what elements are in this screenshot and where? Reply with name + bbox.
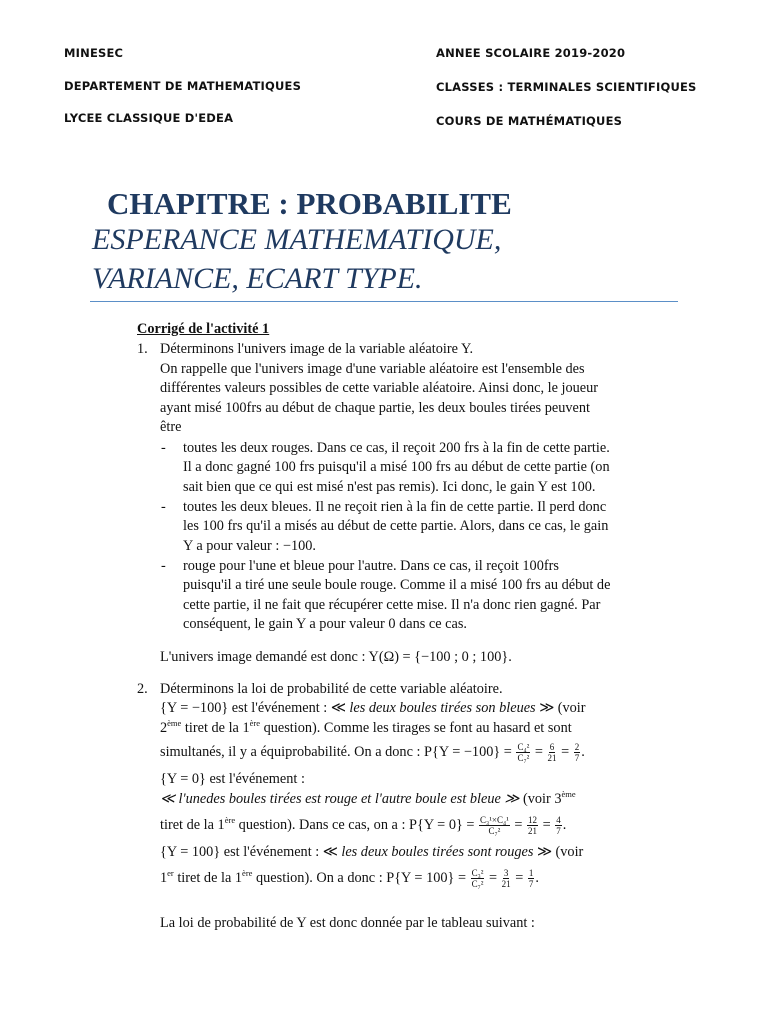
event2-probability: tiret de la 1ère question). Dans ce cas, on a : P{Y = 0} = $\frac{\text{C₃¹×C₄¹}}{\text{C₇²}}$ = $\frac{12}{21}$ = $\frac{4}{7}$ . xyxy=(160,815,567,836)
event3-line-1: {Y = 100} est l'événement : ≪ les deux boules tirées sont rouges ≫ (voir xyxy=(160,844,584,860)
event2-line-2: ≪ l'unedes boules tirées est rouge et l'autre boule est bleue ≫ (voir 3ème xyxy=(160,789,576,807)
fraction: $\frac{1}{7}$ xyxy=(528,868,534,889)
event2-line-1: {Y = 0} est l'événement : xyxy=(160,771,305,787)
bullet-dash: - xyxy=(161,558,166,574)
fraction: $\frac{2}{7}$ xyxy=(574,742,580,763)
fraction: $\frac{3}{21}$ xyxy=(501,868,511,889)
bullet2-line: les 100 frs qu'il a misés au début de cette partie. Alors, dans ce cas, le gain xyxy=(183,518,609,534)
event3-probability: 1er tiret de la 1ère question). On a donc : P{Y = 100} = $\frac{\text{C₃²}}{\text{C₇²}}$ = $\frac{3}{21}$ = $\frac{1}{7}$ . xyxy=(160,868,539,889)
bullet2-line: toutes les deux bleues. Il ne reçoit rien à la fin de cette partie. Il perd donc xyxy=(183,499,607,515)
bullet1-line: sait bien que ce qui est misé n'est pas remis). Ici donc, le gain Y est 100. xyxy=(183,479,596,495)
bullet1-line: toutes les deux rouges. Dans ce cas, il reçoit 200 frs à la fin de cette partie. xyxy=(183,440,610,456)
fraction: $\frac{\text{C₃¹×C₄¹}}{\text{C₇²}}$ xyxy=(480,815,509,836)
q1-para-line: être xyxy=(160,419,182,435)
subtitle-line-2: VARIANCE, ECART TYPE. xyxy=(92,262,423,295)
title-divider xyxy=(90,301,678,302)
event1-line-2: 2ème tiret de la 1ère question). Comme les tirages se font au hasard et sont xyxy=(160,718,572,736)
chapter-title: CHAPITRE : PROBABILITE xyxy=(107,186,512,221)
header-right-line-2: CLASSES : TERMINALES SCIENTIFIQUES xyxy=(436,80,697,94)
event1-probability: simultanés, il y a équiprobabilité. On a donc : P{Y = −100} = $\frac{\text{C₄²}}{\text{C₇²}}$ = $\frac{6}{21}$ = $\frac{2}{7}$ . xyxy=(160,742,585,763)
universe-statement: L'univers image demandé est donc : Y(Ω) = {−100 ; 0 ; 100}. xyxy=(160,649,512,665)
fraction: $\frac{6}{21}$ xyxy=(547,742,557,763)
fraction: $\frac{4}{7}$ xyxy=(556,815,561,836)
bullet3-line: conséquent, le gain Y a pour valeur 0 dans ce cas. xyxy=(183,616,467,632)
q1-heading: Déterminons l'univers image de la variable aléatoire Y. xyxy=(160,341,474,357)
fraction: $\frac{\text{C₃²}}{\text{C₇²}}$ xyxy=(471,868,484,889)
q2-heading: Déterminons la loi de probabilité de cette variable aléatoire. xyxy=(160,681,503,697)
header-left-line-2: DEPARTEMENT DE MATHEMATIQUES xyxy=(64,79,302,93)
q1-para-line: On rappelle que l'univers image d'une variable aléatoire est l'ensemble des xyxy=(160,361,585,377)
q1-para-line: différentes valeurs possibles de cette variable aléatoire. Ainsi donc, le joueur xyxy=(160,380,599,396)
header-right-line-3: COURS DE MATHÉMATIQUES xyxy=(436,114,623,128)
bullet3-line: rouge pour l'une et bleue pour l'autre. Dans ce cas, il reçoit 100frs xyxy=(183,558,559,574)
activity-title: Corrigé de l'activité 1 xyxy=(137,321,270,337)
q1-para-line: ayant misé 100frs au début de chaque partie, les deux boules tirées peuvent xyxy=(160,400,590,416)
bullet3-line: cette partie, il ne fait que récupérer cette mise. Il n'a donc rien gagné. Par xyxy=(183,597,601,613)
conclusion-text: La loi de probabilité de Y est donc donnée par le tableau suivant : xyxy=(160,915,535,931)
bullet1-line: Il a donc gagné 100 frs puisqu'il a misé 100 frs au début de cette partie (on xyxy=(183,459,610,475)
bullet-dash: - xyxy=(161,499,166,515)
header-left-line-3: LYCEE CLASSIQUE D'EDEA xyxy=(64,111,234,125)
q1-number: 1. xyxy=(137,341,148,357)
bullet3-line: puisqu'il a tiré une seule boule rouge. Comme il a misé 100 frs au début de xyxy=(183,577,611,593)
header-right-line-1: ANNEE SCOLAIRE 2019-2020 xyxy=(436,46,626,60)
subtitle-line-1: ESPERANCE MATHEMATIQUE, xyxy=(92,223,502,256)
q2-number: 2. xyxy=(137,681,148,697)
event1-line-1: {Y = −100} est l'événement : ≪ les deux boules tirées son bleues ≫ (voir xyxy=(160,700,586,716)
bullet-dash: - xyxy=(161,440,166,456)
fraction: $\frac{12}{21}$ xyxy=(528,815,538,836)
bullet2-line: Y a pour valeur : −100. xyxy=(183,538,316,554)
fraction: $\frac{\text{C₄²}}{\text{C₇²}}$ xyxy=(517,742,530,763)
header-left-line-1: MINESEC xyxy=(64,46,124,60)
